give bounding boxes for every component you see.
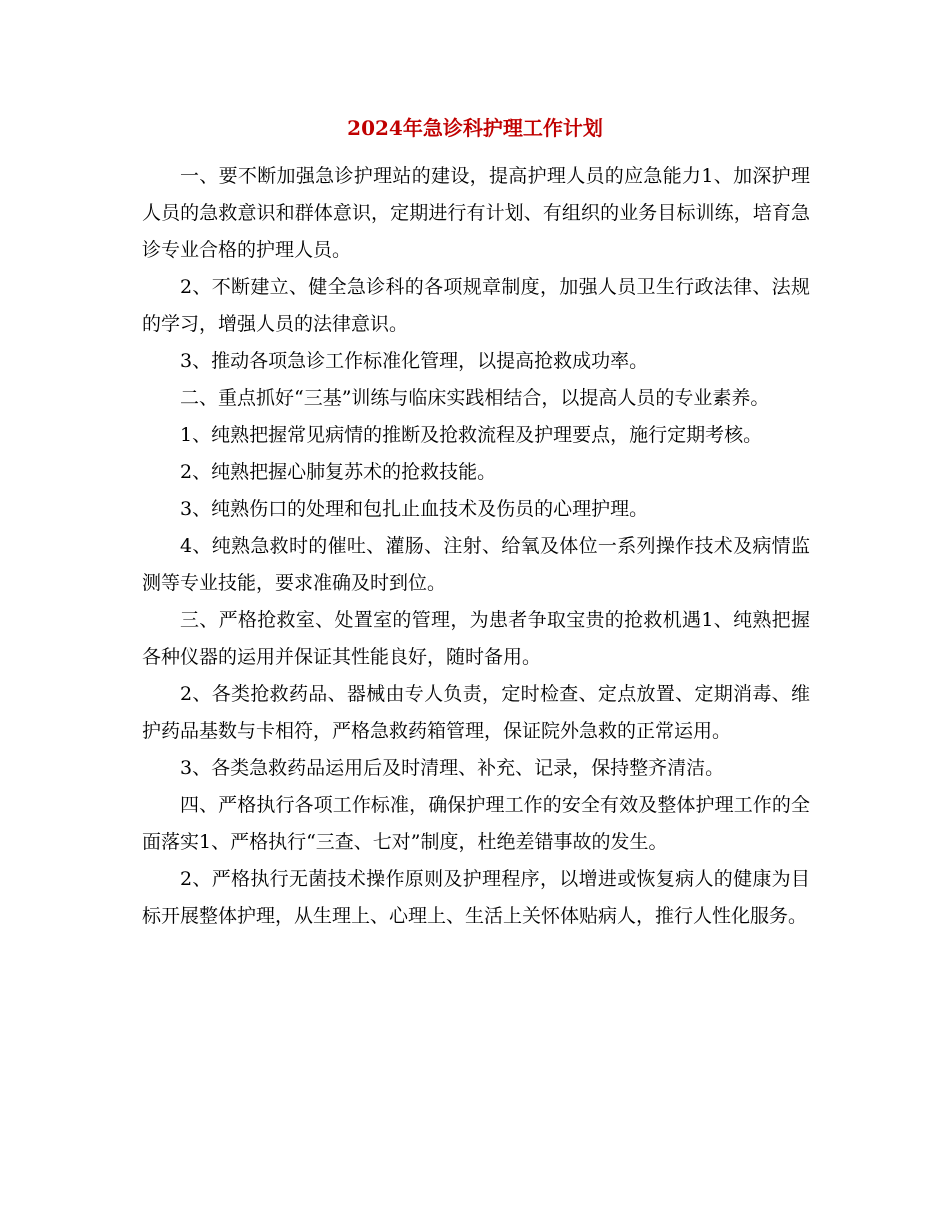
document-body (142, 158, 810, 935)
paragraph: 4、纯熟急救时的催吐、灌肠、注射、给氧及体位一系列操作技术及病情监测等专业技能，要求准确及时到位。 (142, 535, 810, 594)
paragraph: 1、纯熟把握常见病情的推断及抢救流程及护理要点，施行定期考核。 (180, 424, 763, 446)
paragraph: 2、各类抢救药品、器械由专人负责，定时检查、定点放置、定期消毒、维护药品基数与卡相符，严格急救药箱管理，保证院外急救的正常运用。 (142, 683, 810, 742)
paragraph: 一、要不断加强急诊护理站的建设，提高护理人员的应急能力1、加深护理人员的急救意识和群体意识，定期进行有计划、有组织的业务目标训练，培育急诊专业合格的护理人员。 (142, 165, 810, 261)
paragraph: 三、严格抢救室、处置室的管理，为患者争取宝贵的抢救机遇1、纯熟把握各种仪器的运用并保证其性能良好，随时备用。 (142, 609, 810, 668)
paragraph: 2、纯熟把握心肺复苏术的抢救技能。 (180, 461, 497, 483)
paragraph: 3、纯熟伤口的处理和包扎止血技术及伤员的心理护理。 (180, 498, 649, 520)
paragraph: 2、不断建立、健全急诊科的各项规章制度，加强人员卫生行政法律、法规的学习，增强人员的法律意识。 (142, 276, 810, 335)
paragraph: 四、严格执行各项工作标准，确保护理工作的安全有效及整体护理工作的全面落实1、严格执行“三查、七对”制度，杜绝差错事故的发生。 (142, 794, 810, 853)
paragraph: 二、重点抓好“三基”训练与临床实践相结合，以提高人员的专业素养。 (180, 387, 770, 409)
document-title: 2024年急诊科护理工作计划 (347, 116, 603, 140)
paragraph: 2、严格执行无菌技术操作原则及护理程序，以增进或恢复病人的健康为目标开展整体护理，从生理上、心理上、生活上关怀体贴病人，推行人性化服务。 (142, 868, 810, 927)
paragraph: 3、推动各项急诊工作标准化管理，以提高抢救成功率。 (180, 350, 649, 372)
paragraph: 3、各类急救药品运用后及时清理、补充、记录，保持整齐清洁。 (180, 757, 725, 779)
